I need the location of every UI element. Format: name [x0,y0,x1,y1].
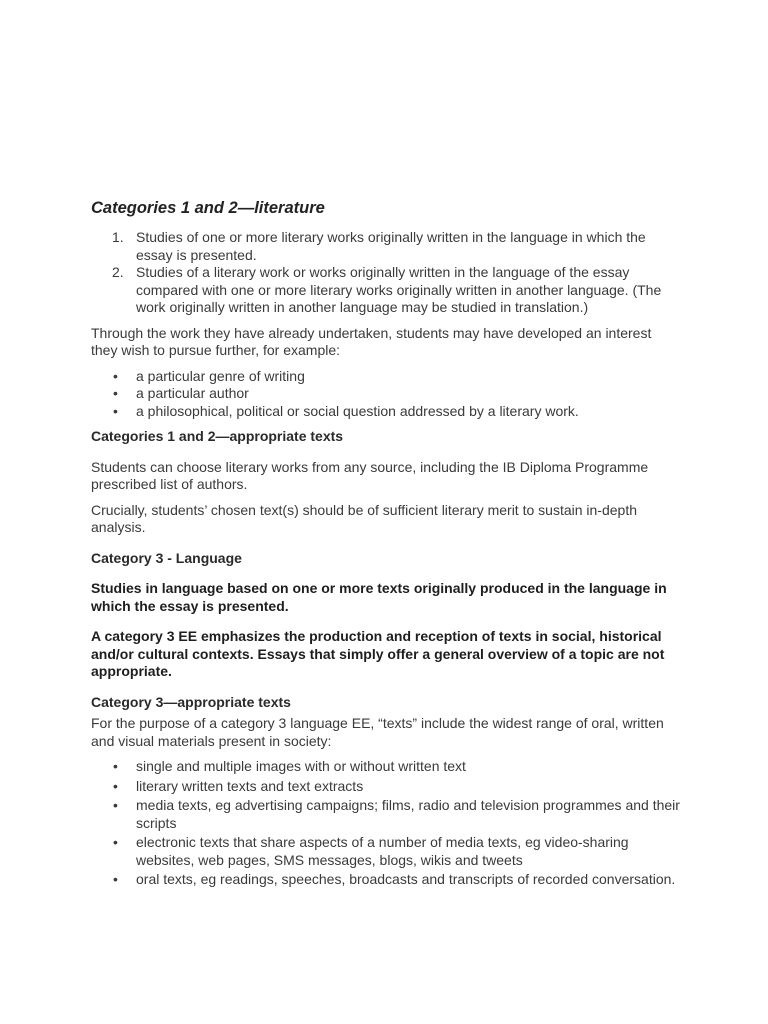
bullet-item [91,834,681,869]
section-title: Categories 1 and 2—literature [91,199,325,217]
paragraph-purpose: For the purpose of a category 3 language EE, “texts” include the widest range of oral, written and visual materials present in society: [91,715,664,749]
paragraph-literary-merit: Crucially, students’ chosen text(s) should be of sufficient literary merit to sustain in-depth analysis. [91,501,637,535]
list-number: 2. [112,264,124,280]
bullet-icon: • [113,385,118,401]
paragraph-choose-works: Students can choose literary works from any source, including the IB Diploma Programme prescribed list of authors. [91,458,649,492]
bullet-text: media texts, eg advertising campaigns; films, radio and television programmes and their scripts [136,797,680,831]
subheading-category-3: Category 3 - Language [91,549,242,566]
numbered-item [91,229,681,264]
bold-paragraph-language-studies: Studies in language based on one or more texts originally produced in the language in which the essay is presented. [91,580,667,614]
document-page [91,197,681,897]
bullet-text: a particular author [136,385,249,401]
bullet-item [91,385,681,403]
bullet-text: a philosophical, political or social question addressed by a literary work. [136,402,579,419]
bullet-text: a particular genre of writing [136,367,305,384]
bullet-icon: • [113,367,118,384]
bold-paragraph-ee-emphasis: A category 3 EE emphasizes the production and reception of texts in social, historical and/or cultural contexts. Essays that simply offer a general overview of a topic are not appropriate. [91,628,665,679]
list-number: 1. [112,229,124,245]
bullet-icon: • [113,871,118,887]
subheading-category-3-texts: Category 3—appropriate texts [91,693,291,710]
text-types-bullet-list [91,758,681,889]
bullet-text: electronic texts that share aspects of a number of media texts, eg video-sharing websites, web pages, SMS messages, blogs, wikis and tweets [136,834,629,868]
bullet-text: literary written texts and text extracts [136,777,364,794]
bullet-text: single and multiple images with or without written text [136,758,466,774]
numbered-item [91,264,681,317]
bullet-text: oral texts, eg readings, speeches, broadcasts and transcripts of recorded conversation. [136,871,676,887]
numbered-item-text: Studies of one or more literary works originally written in the language in which the essay is presented. [136,229,646,263]
bullet-icon: • [113,777,118,794]
numbered-list [91,229,681,317]
bullet-icon: • [113,797,118,813]
intro-paragraph: Through the work they have already undertaken, students may have developed an interest they wish to pursue further, for example: [91,324,652,358]
bullet-icon: • [113,758,118,774]
bullet-icon: • [113,834,118,850]
bullet-item [91,778,681,796]
subheading-categories-1-2-texts: Categories 1 and 2—appropriate texts [91,428,344,444]
bullet-item [91,758,681,776]
bullet-icon: • [113,402,118,419]
bullet-item [91,403,681,421]
bullet-item [91,797,681,832]
interest-bullet-list [91,368,681,421]
bullet-item [91,368,681,386]
numbered-item-text: Studies of a literary work or works originally written in the language of the essay compared with one or more literary works originally written in another language. (The work originally written in another language may be studied in translation.) [136,264,662,315]
bullet-item [91,871,681,889]
